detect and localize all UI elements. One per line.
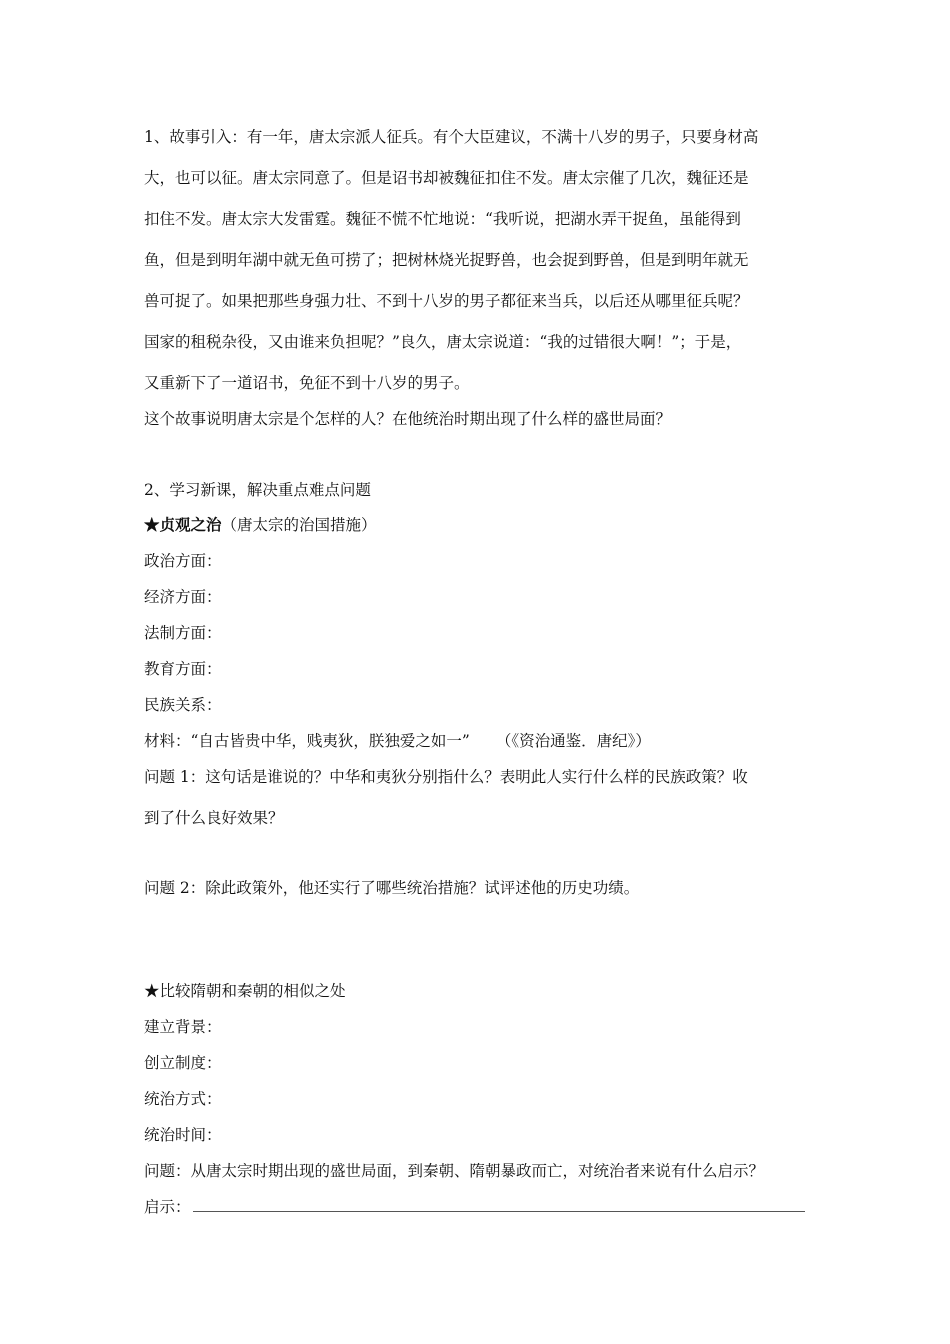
question-2: 问题 2：除此政策外，他还实行了哪些统治措施？试评述他的历史功绩。 — [144, 879, 640, 897]
item-background: 建立背景： — [144, 1018, 222, 1036]
compare-question: 问题：从唐太宗时期出现的盛世局面，到秦朝、隋朝暴政而亡，对统治者来说有什么启示？ — [144, 1162, 765, 1180]
story-line-5: 兽可捉了。如果把那些身强力壮、不到十八岁的男子都征来当兵，以后还从哪里征兵呢？ — [144, 292, 749, 310]
story-line-7: 又重新下了一道诏书，免征不到十八岁的男子。 — [144, 374, 470, 392]
story-line-3: 扣住不发。唐太宗大发雷霆。魏征不慌不忙地说：“我听说，把湖水弄干捉鱼，虽能得到 — [144, 210, 741, 228]
answer-line — [144, 1197, 805, 1217]
item-ethnic: 民族关系： — [144, 696, 222, 714]
zhenguan-title-note: （唐太宗的治国措施） — [221, 516, 377, 534]
item-education: 教育方面： — [144, 660, 222, 678]
question-1-line-2: 到了什么良好效果？ — [144, 809, 284, 827]
story-question: 这个故事说明唐太宗是个怎样的人？在他统治时期出现了什么样的盛世局面？ — [144, 410, 672, 428]
item-rule-duration: 统治时间： — [144, 1126, 222, 1144]
zhenguan-title-bold: ★贞观之治 — [144, 515, 222, 534]
item-law: 法制方面： — [144, 624, 222, 642]
item-rule-method: 统治方式： — [144, 1090, 222, 1108]
compare-title: ★比较隋朝和秦朝的相似之处 — [144, 982, 346, 1000]
story-line-4: 鱼，但是到明年湖中就无鱼可捞了；把树林烧光捉野兽，也会捉到野兽，但是到明年就无 — [144, 251, 749, 269]
section-heading: 2、学习新课，解决重点难点问题 — [144, 481, 371, 499]
answer-label: 启示： — [144, 1198, 191, 1216]
material-source: （《资治通鉴．唐纪》） — [495, 732, 651, 750]
material-quote: 材料：“自古皆贵中华，贱夷狄，朕独爱之如一” — [144, 732, 470, 750]
material — [144, 731, 651, 751]
question-1-line-1: 问题 1：这句话是谁说的？中华和夷狄分别指什么？表明此人实行什么样的民族政策？收 — [144, 768, 748, 786]
story-line-6: 国家的租税杂役，又由谁来负担呢？”良久，唐太宗说道：“我的过错很大啊！”；于是， — [144, 333, 742, 351]
story-line-1: 1、故事引入：有一年，唐太宗派人征兵。有个大臣建议，不满十八岁的男子，只要身材高 — [144, 128, 759, 146]
item-system: 创立制度： — [144, 1054, 222, 1072]
story-line-2: 大，也可以征。唐太宗同意了。但是诏书却被魏征扣住不发。唐太宗催了几次，魏征还是 — [144, 169, 749, 187]
answer-blank[interactable] — [193, 1197, 805, 1212]
item-economy: 经济方面： — [144, 588, 222, 606]
item-politics: 政治方面： — [144, 552, 222, 570]
zhenguan-title — [144, 515, 377, 535]
